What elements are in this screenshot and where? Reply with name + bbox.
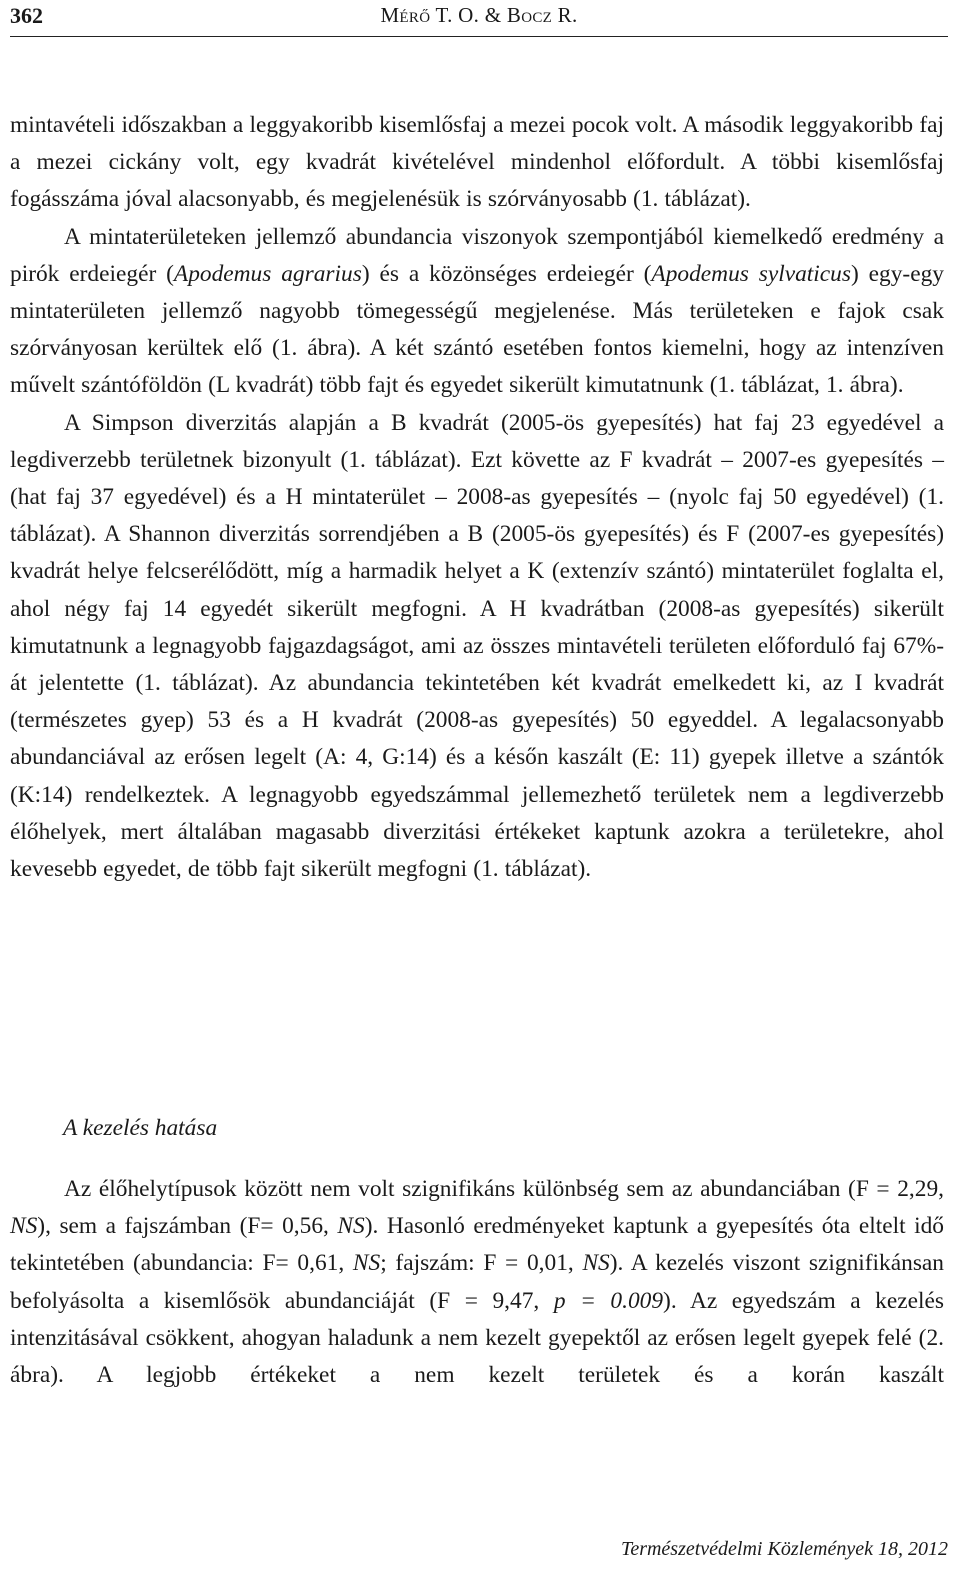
text-run: ) egy-egy mintaterületen jellemző nagyobb tömegességű megjelenése. Más területeken e fajok csak szórványosan kerültek elő (1. ábra). A két szántó esetében fontos kiemelni, hogy az intenzíven művelt szántóföldön (L kvadrát) több fajt és egyedet sikerült kimutatnunk (1. táblázat, 1. ábra). — [10, 260, 944, 399]
journal-footer: Természetvédelmi Közlemények 18, 2012 — [621, 1538, 948, 1560]
paragraph — [10, 1171, 944, 1394]
text-run: ). Az egyedszám a kezelés intenzitásával csökkent, ahogyan haladunk a nem kezelt gyepektől az erősen legelt gyepek felé (2. ábra). A legjobb értékeket a nem kezelt területek és a korán kaszált — [10, 1287, 945, 1389]
running-head: Mérő T. O. & Bocz R. — [380, 3, 578, 27]
text-run: ). A kezelés viszont szignifikánsan befolyásolta a kisemlősök abundanciáját (F = 9,47, — [10, 1250, 945, 1314]
page-number: 362 — [10, 3, 43, 28]
text-run: A mintaterületeken jellemző abundancia viszonyok szempontjából kiemelkedő eredmény a pirók erdeiegér ( — [10, 223, 944, 287]
text-run: A Simpson diverzitás alapján a B kvadrát (2005-ös gyepesítés) hat faj 23 egyedével a legdiverzebb területnek bizonyult (1. táblázat). Ezt követte az F kvadrát – 2007-es gyepesítés – (hat faj 37 egyedével) és a H mintaterület – 2008-as gyepesítés – (nyolc faj 50 egyedével) (1. táblázat). A Shannon diverzitás sorrendjében a B (2005-ös gyepesítés) és F (2007-es gyepesítés) kvadrát helye felcserélődött, míg a harmadik helyet a K (extenzív szántó) mintaterület foglalta el, ahol négy faj 14 egyedét sikerült megfogni. A H kvadrátban (2008-as gyepesítés) sikerült kimutatnunk a legnagyobb fajgazdagságot, ami az összes mintavételi területen előforduló faj 67%-át jelentette (1. táblázat). Az abundancia tekintetében két kvadrát emelkedett ki, az I kvadrát (természetes gyep) 53 és a H kvadrát (2008-as gyepesítés) 50 egyeddel. A legalacsonyabb abundanciával az erősen legelt (A: 4, G:14) és a későn kaszált (E: 11) gyepek illetve a szántók (K:14) rendelkeztek. A legnagyobb egyedszámmal jellemezhető területek nem a legdiverzebb élőhelyek, mert általában magasabb diverzitási értékeket kaptunk azokra a területekre, ahol kevesebb egyedet, de több fajt sikerült megfogni (1. táblázat). — [10, 409, 944, 883]
text-run: ; fajszám: F = 0,01, — [380, 1250, 583, 1277]
section-heading: A kezelés hatása — [63, 1115, 218, 1141]
italic-term: NS — [337, 1213, 365, 1240]
body-text-section-1 — [10, 107, 944, 888]
text-run: ) és a közönséges erdeiegér ( — [361, 260, 652, 287]
body-text-section-2 — [10, 1171, 944, 1394]
text-run: mintavételi időszakban a leggyakoribb kisemlősfaj a mezei pocok volt. A második leggyakoribb faj a mezei cickány volt, egy kvadrát kivételével mindenhol előfordult. A többi kisemlősfaj fogásszáma jóval alacsonyabb, és megjelenésük is szórványosabb (1. táblázat). — [10, 112, 944, 213]
paragraph — [10, 219, 944, 405]
italic-term: Apodemus agrarius — [173, 260, 362, 287]
italic-term: NS — [582, 1250, 610, 1277]
page-header — [10, 0, 948, 37]
text-run: Az élőhelytípusok között nem volt szignifikáns különbség sem az abundanciában (F = 2,29, — [64, 1176, 944, 1202]
paragraph — [10, 405, 944, 889]
italic-term: Apodemus sylvaticus — [651, 260, 851, 287]
italic-term: p = 0.009 — [553, 1287, 664, 1314]
italic-term: NS — [10, 1213, 38, 1240]
italic-term: NS — [352, 1250, 381, 1277]
paragraph — [10, 107, 944, 219]
text-run: ). Hasonló eredményeket kaptunk a gyepesítés óta eltelt idő tekintetében (abundancia: F= 0,61, — [10, 1213, 945, 1277]
text-run: ), sem a fajszámban (F= 0,56, — [37, 1213, 338, 1240]
